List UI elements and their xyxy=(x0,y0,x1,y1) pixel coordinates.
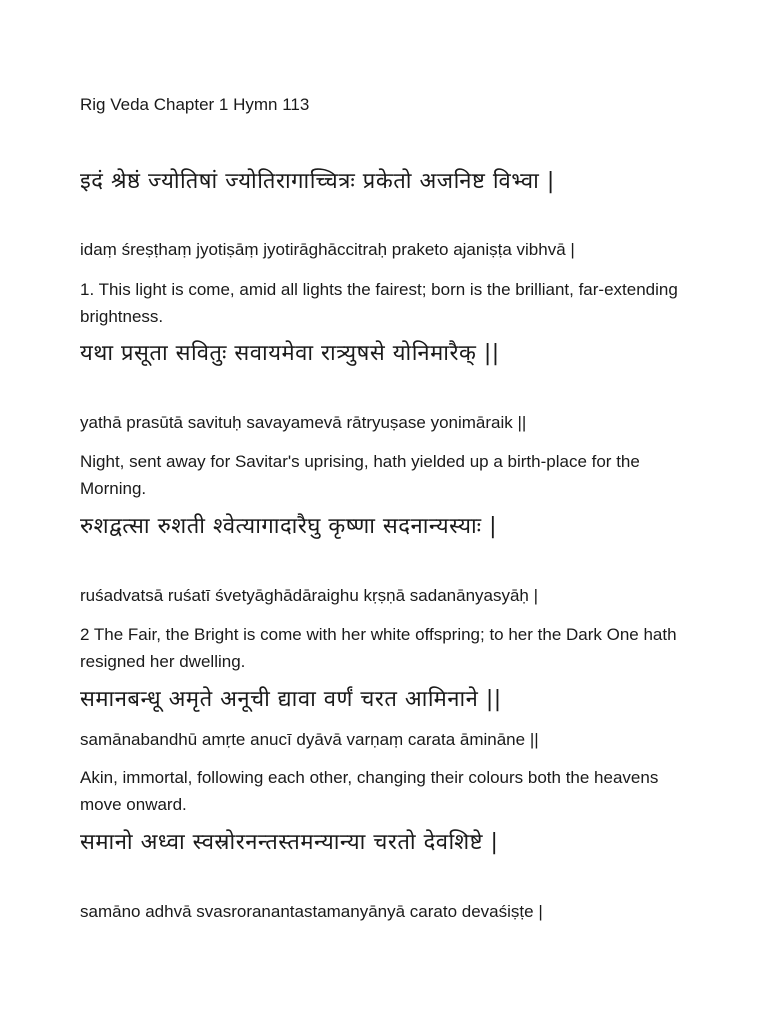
translation-verse-4: Akin, immortal, following each other, changing their colours both the heavens move onward. xyxy=(80,768,659,814)
transliteration-verse-3: ruśadvatsā ruśatī śvetyāghādāraighu kṛṣṇā sadanānyasyāḥ | xyxy=(80,586,539,605)
transliteration-verse-2: yathā prasūtā savituḥ savayamevā rātryuṣase yonimāraik || xyxy=(80,413,527,432)
devanagari-verse-4: समानबन्धू अमृते अनूची द्यावा वर्णं चरत आमिनाने || xyxy=(80,687,502,712)
devanagari-verse-3: रुशद्वत्सा रुशती श्वेत्यागादारैघु कृष्णा सदनान्यस्याः | xyxy=(80,514,498,539)
document-title: Rig Veda Chapter 1 Hymn 113 xyxy=(80,95,310,114)
devanagari-verse-1: इदं श्रेष्ठं ज्योतिषां ज्योतिरागाच्चित्रः प्रकेतो अजनिष्ट विभ्वा | xyxy=(80,169,555,194)
transliteration-verse-5: samāno adhvā svasroranantastamanyānyā carato devaśiṣṭe | xyxy=(80,902,543,921)
devanagari-verse-5: समानो अध्वा स्वस्रोरनन्तस्तमन्यान्या चरतो देवशिष्टे | xyxy=(80,830,499,855)
translation-verse-1: 1. This light is come, amid all lights the fairest; born is the brilliant, far-extending brightness. xyxy=(80,280,678,326)
transliteration-verse-4: samānabandhū amṛte anucī dyāvā varṇaṃ carata āmināne || xyxy=(80,730,539,749)
devanagari-verse-2: यथा प्रसूता सवितुः सवायमेवा रात्र्युषसे योनिमारैक् || xyxy=(80,341,500,366)
translation-verse-2: Night, sent away for Savitar's uprising, hath yielded up a birth-place for the Morning. xyxy=(80,452,640,498)
transliteration-verse-1: idaṃ śreṣṭhaṃ jyotiṣāṃ jyotirāghāccitraḥ praketo ajaniṣṭa vibhvā | xyxy=(80,240,575,259)
translation-verse-3: 2 The Fair, the Bright is come with her white offspring; to her the Dark One hath resigned her dwelling. xyxy=(80,625,677,671)
